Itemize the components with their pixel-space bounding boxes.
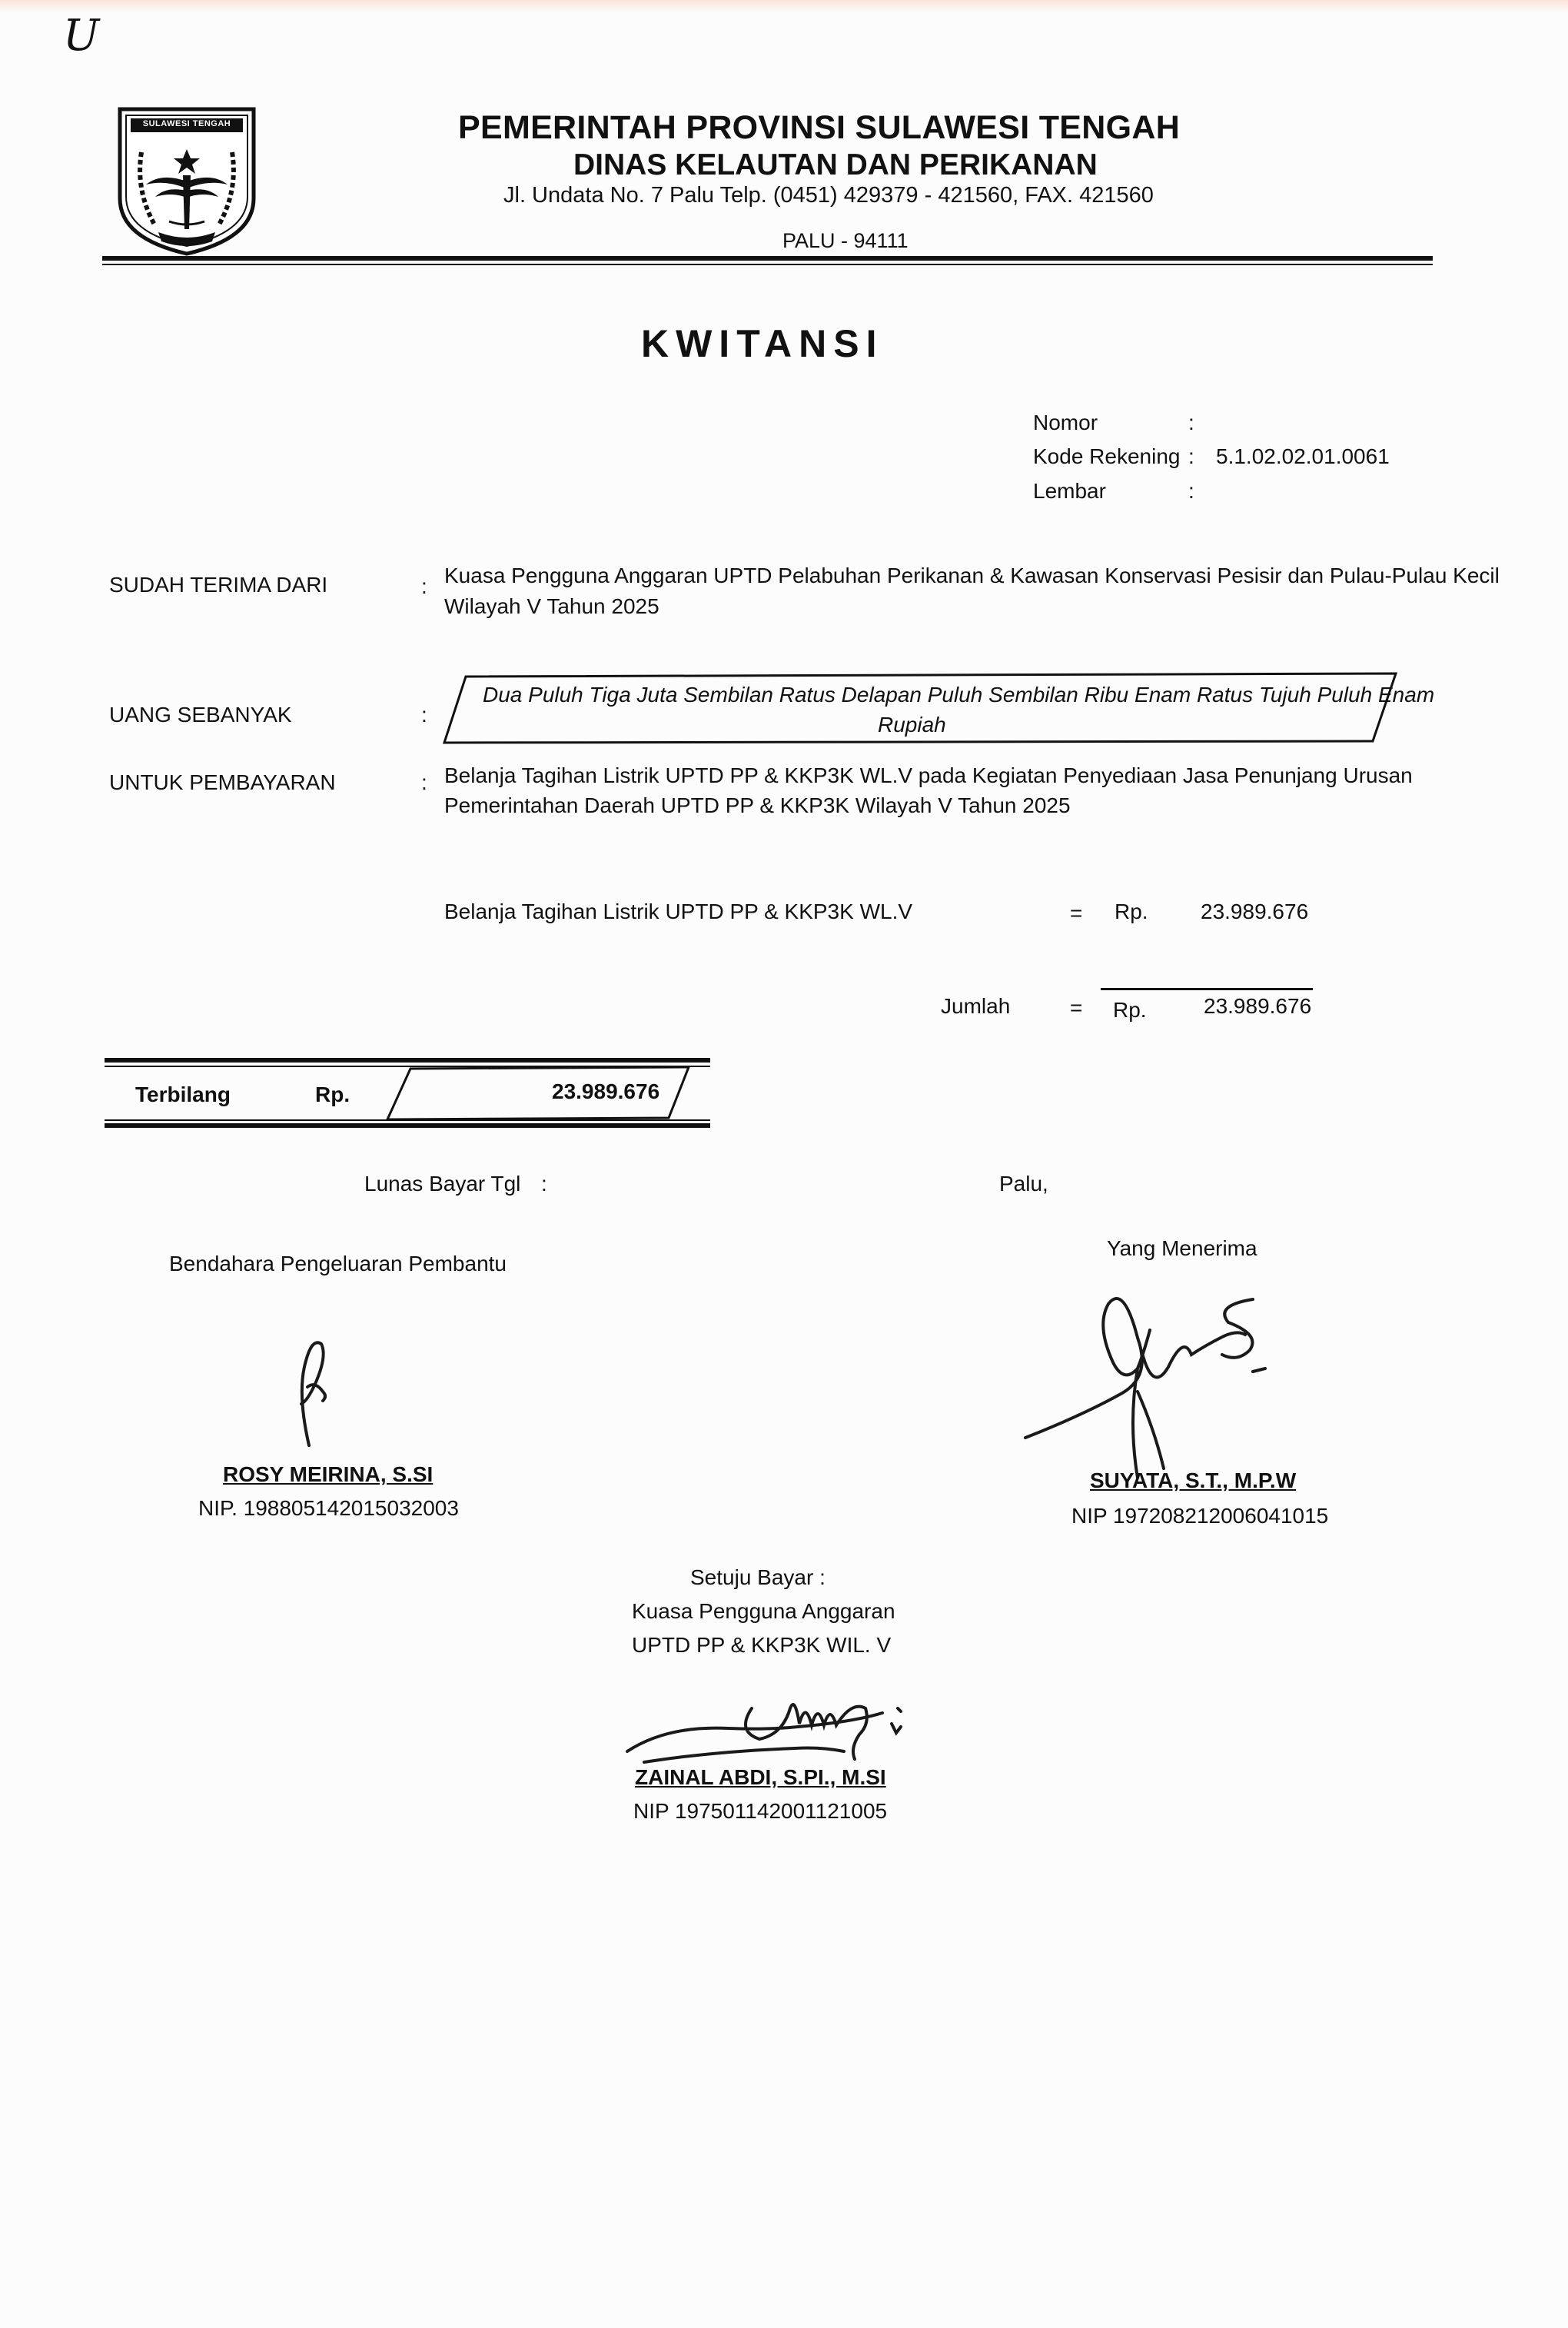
amount-words-line2: Rupiah [878, 713, 946, 737]
emblem-banner-text: SULAWESI TENGAH [142, 119, 231, 128]
terbilang-amount: 23.989.676 [552, 1079, 660, 1103]
department-name: DINAS KELAUTAN DAN PERIKANAN [573, 148, 1098, 181]
terbilang-currency: Rp. [315, 1083, 350, 1106]
total-label: Jumlah [941, 994, 1011, 1018]
total-overline [1101, 988, 1313, 990]
terbilang-rule-bottom-thin [105, 1119, 710, 1121]
line-item-amount: 23.989.676 [1201, 900, 1309, 923]
line-item-currency: Rp. [1115, 900, 1148, 923]
purpose-line2: Pemerintahan Daerah UPTD PP & KKP3K Wilayah V Tahun 2025 [444, 793, 1071, 817]
office-address: Jl. Undata No. 7 Palu Telp. (0451) 429379 - 421560, FAX. 421560 [503, 183, 1154, 208]
approver-name: ZAINAL ABDI, S.PI., M.SI [635, 1765, 886, 1789]
terbilang-label: Terbilang [135, 1083, 231, 1106]
approver-line2: Kuasa Pengguna Anggaran [632, 1599, 895, 1623]
city-postal-code: PALU - 94111 [782, 229, 909, 252]
total-amount: 23.989.676 [1204, 994, 1312, 1018]
paid-date-colon: : [541, 1172, 547, 1196]
terbilang-rule-bottom-thick [105, 1123, 710, 1128]
kode-rekening-label: Kode Rekening [1033, 444, 1181, 468]
total-equals: = [1070, 996, 1083, 1019]
treasurer-role: Bendahara Pengeluaran Pembantu [169, 1252, 507, 1275]
receiver-name: SUYATA, S.T., M.P.W [1090, 1468, 1297, 1492]
nomor-label: Nomor [1033, 411, 1098, 434]
approver-nip: NIP 197501142001121005 [633, 1799, 888, 1823]
purpose-line1: Belanja Tagihan Listrik UPTD PP & KKP3K WL.V pada Kegiatan Penyediaan Jasa Penunjang Urusan [444, 763, 1413, 787]
government-name: PEMERINTAH PROVINSI SULAWESI TENGAH [458, 109, 1181, 146]
approver-line3: UPTD PP & KKP3K WIL. V [632, 1633, 892, 1657]
lembar-colon: : [1188, 479, 1194, 503]
total-currency: Rp. [1113, 998, 1147, 1022]
nomor-colon: : [1188, 411, 1194, 434]
letterhead-rule-thin [102, 264, 1433, 265]
amount-words-line1: Dua Puluh Tiga Juta Sembilan Ratus Delapan Puluh Sembilan Ribu Enam Ratus Tujuh Puluh Enam [483, 683, 1435, 707]
amount-words-colon: : [421, 703, 427, 727]
receiver-nip: NIP 197208212006041015 [1071, 1504, 1329, 1528]
receiver-signature-icon [1022, 1276, 1307, 1484]
scan-top-stripe [0, 0, 1568, 12]
document-title: KWITANSI [641, 322, 884, 365]
province-emblem-icon [115, 106, 258, 257]
amount-words-label: UANG SEBANYAK [109, 703, 292, 727]
line-item-description: Belanja Tagihan Listrik UPTD PP & KKP3K WL.V [444, 900, 913, 923]
approver-line1: Setuju Bayar : [690, 1565, 826, 1589]
receiver-role: Yang Menerima [1107, 1236, 1257, 1260]
treasurer-signature-icon [284, 1330, 346, 1453]
lembar-label: Lembar [1033, 479, 1106, 503]
purpose-colon: : [421, 770, 427, 794]
received-from-colon: : [421, 574, 427, 598]
received-from-label: SUDAH TERIMA DARI [109, 573, 328, 597]
treasurer-nip: NIP. 198805142015032003 [198, 1496, 459, 1520]
terbilang-rule-top-thick [105, 1058, 710, 1063]
line-item-equals: = [1070, 901, 1083, 925]
corner-handwritten-mark: U [63, 11, 100, 61]
kode-rekening-value: 5.1.02.02.01.0061 [1216, 444, 1390, 468]
paid-date-label: Lunas Bayar Tgl [364, 1172, 521, 1196]
kode-rekening-colon: : [1188, 444, 1194, 468]
letterhead-rule-thick [102, 256, 1433, 261]
place-of-signing: Palu, [999, 1172, 1048, 1196]
received-from-line2: Wilayah V Tahun 2025 [444, 594, 659, 618]
treasurer-name: ROSY MEIRINA, S.SI [223, 1462, 434, 1486]
purpose-label: UNTUK PEMBAYARAN [109, 770, 336, 794]
received-from-line1: Kuasa Pengguna Anggaran UPTD Pelabuhan Perikanan & Kawasan Konservasi Pesisir dan Pulau-Pulau Kecil [444, 564, 1500, 587]
